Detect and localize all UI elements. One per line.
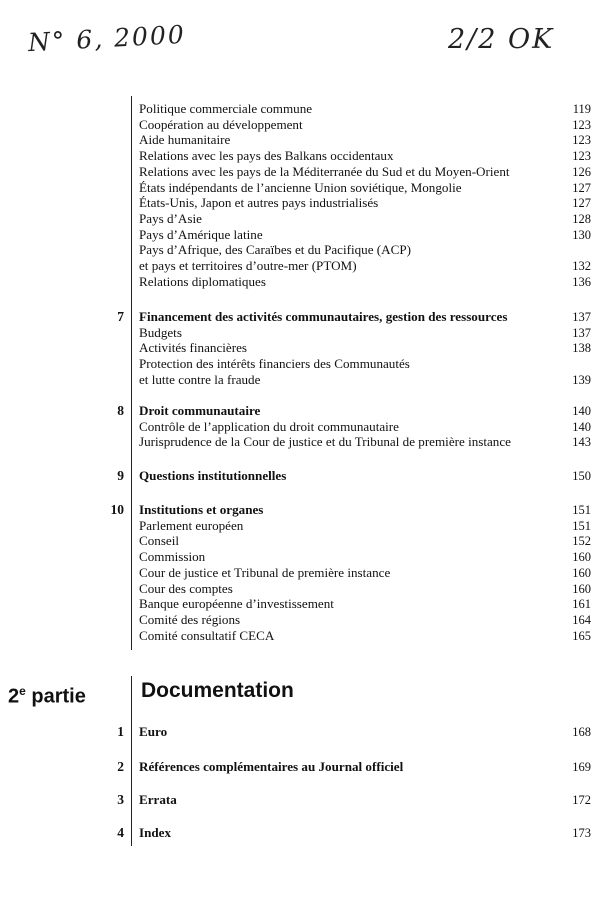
toc-entry [139, 403, 591, 419]
toc-entry-page: 132 [572, 259, 591, 273]
toc-entry [139, 628, 591, 644]
toc-entry-label: Index [139, 825, 172, 840]
toc-entry-page: 126 [572, 164, 591, 179]
toc-entry-page: 164 [572, 612, 591, 627]
toc-entry [139, 101, 591, 117]
toc-entry [139, 211, 591, 227]
toc-entry [139, 356, 591, 372]
toc-entry [139, 533, 591, 549]
toc-entry [139, 180, 591, 196]
toc-entry-label: Droit communautaire [139, 403, 261, 418]
toc-entry-label: Pays d’Afrique, des Caraïbes et du Pacifique (ACP) [139, 242, 411, 258]
toc-entry [139, 419, 591, 435]
toc-entry [139, 309, 591, 325]
toc-entry-label: Relations avec les pays des Balkans occidentaux [139, 148, 394, 164]
toc-entry [139, 274, 591, 290]
toc-entry-page: 160 [572, 565, 591, 580]
toc-entry-label: Cour de justice et Tribunal de première instance [139, 564, 391, 580]
toc-entry-label: Comité des régions [139, 611, 241, 627]
part-label: 2e partie [8, 684, 86, 708]
section-number: 4 [117, 825, 124, 840]
part-title: Documentation [141, 679, 294, 702]
toc-entry [139, 724, 591, 740]
section-number: 8 [117, 403, 124, 418]
toc-entry [139, 581, 591, 597]
toc-entry-label: Jurisprudence de la Cour de justice et du Tribunal de première instance [139, 434, 511, 450]
toc-entry-label: États-Unis, Japon et autres pays industrialisés [139, 195, 379, 211]
toc-entry-label: Références complémentaires au Journal officiel [139, 759, 404, 774]
toc-entry-page: 140 [572, 419, 591, 434]
toc-entry-label: Budgets [139, 324, 182, 340]
toc-entry [139, 242, 591, 258]
toc-entry [139, 759, 591, 775]
toc-entry [139, 325, 591, 341]
toc-entry-label: Commission [139, 549, 206, 565]
toc-entry-page: 140 [572, 404, 591, 418]
toc-entry [139, 340, 591, 356]
toc-entry-label: Financement des activités communautaires, gestion des ressources [139, 309, 508, 324]
divider-line-part1 [131, 96, 132, 650]
section-number: 7 [117, 309, 124, 324]
toc-entry-page: 169 [572, 760, 591, 774]
toc-entry [139, 468, 591, 484]
toc-entry [139, 825, 591, 841]
toc-entry [139, 434, 591, 450]
toc-entry [139, 596, 591, 612]
section-number: 9 [117, 468, 124, 483]
section-number: 3 [117, 792, 124, 807]
toc-entry-label: États indépendants de l’ancienne Union soviétique, Mongolie [139, 179, 462, 195]
toc-entry-page: 173 [572, 826, 591, 840]
toc-entry [139, 792, 591, 808]
toc-entry-label: Activités financières [139, 340, 247, 356]
toc-entry-label: Banque européenne d’investissement [139, 596, 334, 612]
handwritten-annotation-right: 2/2 OK [448, 24, 555, 55]
toc-entry-page: 143 [572, 435, 591, 450]
toc-entry-page: 165 [572, 628, 591, 643]
toc-entry-label: et lutte contre la fraude [139, 371, 261, 387]
toc-entry-page: 168 [572, 725, 591, 739]
toc-entry-label: Aide humanitaire [139, 132, 231, 148]
toc-entry-label: et pays et territoires d’outre-mer (PTOM) [139, 258, 357, 273]
toc-entry-label: Pays d’Asie [139, 210, 202, 226]
toc-entry-page: 138 [572, 341, 591, 356]
toc-entry [139, 612, 591, 628]
toc-entry-page: 139 [572, 372, 591, 387]
toc-entry-page: 119 [572, 102, 591, 116]
toc-entry-page: 137 [572, 310, 591, 324]
toc-entry-page: 127 [572, 180, 591, 195]
toc-entry-label: Comité consultatif CECA [139, 627, 275, 643]
toc-entry-page: 161 [572, 597, 591, 612]
toc-entry [139, 117, 591, 133]
toc-entry-page: 128 [572, 211, 591, 226]
toc-entry [139, 518, 591, 534]
toc-entry [139, 148, 591, 164]
toc-entry [139, 132, 591, 148]
toc-entry-label: Relations avec les pays de la Méditerranée du Sud et du Moyen-Orient [139, 163, 510, 179]
toc-entry-label: Institutions et organes [139, 502, 264, 517]
toc-entry-label: Euro [139, 724, 168, 739]
toc-entry [139, 227, 591, 243]
toc-entry-label: Relations diplomatiques [139, 273, 266, 289]
toc-entry [139, 164, 591, 180]
toc-entry [139, 549, 591, 565]
toc-entry-label: Questions institutionnelles [139, 468, 287, 483]
toc-entry-label: Conseil [139, 533, 180, 549]
toc-entry-page: 136 [572, 274, 591, 289]
toc-entry-label: Pays d’Amérique latine [139, 226, 263, 242]
toc-entry-page: 172 [572, 793, 591, 807]
toc-entry-page: 123 [572, 133, 591, 148]
toc-entry-page: 137 [572, 325, 591, 340]
handwritten-annotation-left: N° 6, 2000 [27, 19, 187, 58]
toc-entry-page: 160 [572, 581, 591, 596]
toc-entry [139, 195, 591, 211]
toc-entry-page: 123 [572, 117, 591, 132]
toc-entry-page: 150 [572, 469, 591, 483]
toc-entry-page: 152 [572, 534, 591, 549]
toc-entry-label: Parlement européen [139, 517, 244, 533]
toc-entry-page: 123 [572, 149, 591, 164]
section-number: 10 [110, 502, 124, 517]
toc-entry-page: 151 [572, 503, 591, 517]
toc-entry [139, 565, 591, 581]
section-number: 2 [117, 759, 124, 774]
toc-entry-label: Politique commerciale commune [139, 101, 313, 116]
toc-entry-page: 160 [572, 550, 591, 565]
toc-entry-page: 130 [572, 227, 591, 242]
toc-entry-page: 151 [572, 518, 591, 533]
toc-entry [139, 502, 591, 518]
toc-entry-page: 127 [572, 196, 591, 211]
toc-entry-label: Errata [139, 792, 177, 807]
toc-entry-label: Coopération au développement [139, 116, 303, 132]
toc-entry-label: Contrôle de l’application du droit communautaire [139, 418, 399, 434]
toc-entry [139, 258, 591, 274]
section-number: 1 [117, 724, 124, 739]
divider-line-part2 [131, 676, 132, 846]
toc-entry-label: Protection des intérêts financiers des Communautés [139, 356, 410, 372]
toc-entry-label: Cour des comptes [139, 580, 233, 596]
toc-entry [139, 372, 591, 388]
